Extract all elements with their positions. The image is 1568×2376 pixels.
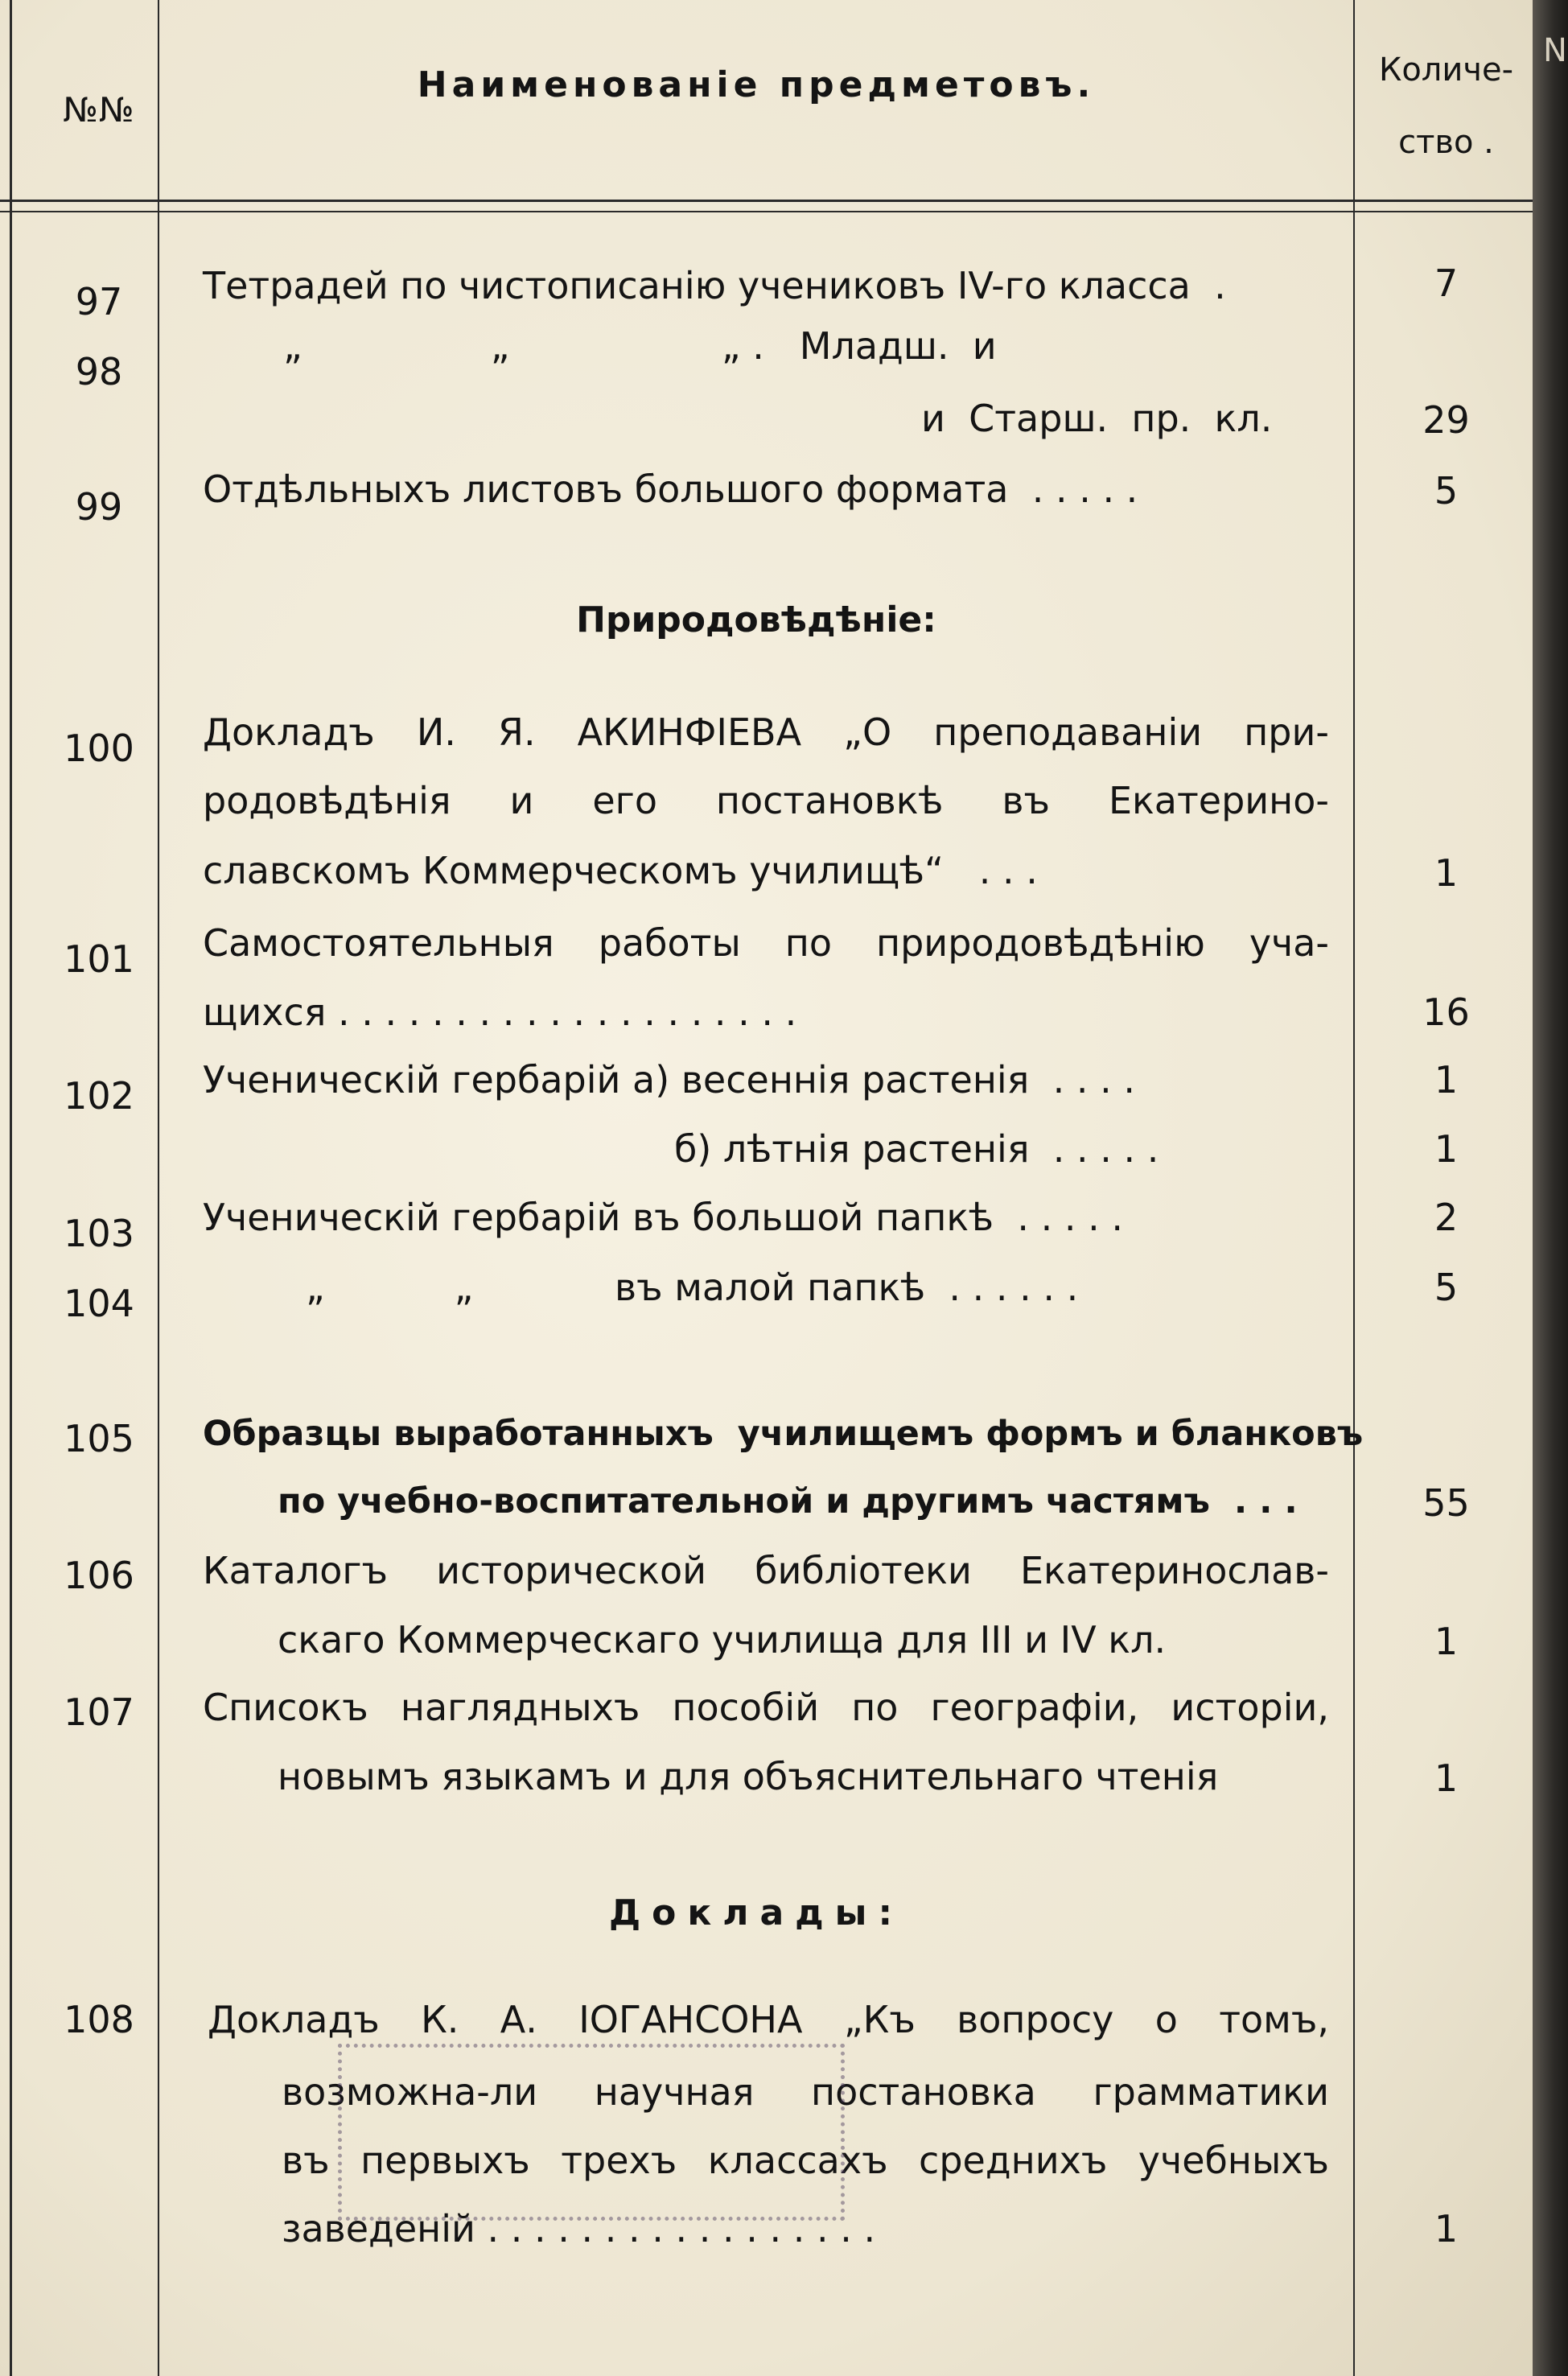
- section-heading: Природовѣдѣніе:: [576, 599, 936, 640]
- column-header-quantity: [1360, 34, 1533, 179]
- entry-number: 99: [75, 485, 123, 529]
- entry-text: скаго Коммерческаго училища для III и IV кл.: [278, 1618, 1167, 1662]
- entry-number: 104: [64, 1282, 134, 1325]
- book-binding: [1533, 0, 1568, 2376]
- entry-number: 98: [75, 350, 123, 393]
- entry-quantity: 7: [1434, 261, 1459, 305]
- entry-text: родовѣдѣнія и его постановкѣ въ Екатерино-: [203, 779, 1329, 822]
- qty-header-line1: Количе-: [1378, 51, 1514, 89]
- entry-text: „ „ въ малой папкѣ . . . . . .: [306, 1266, 1079, 1309]
- entry-number: 108: [64, 1998, 134, 2041]
- ink-stamp: [338, 2044, 845, 2221]
- entry-quantity: 5: [1434, 469, 1459, 513]
- entry-text: б) лѣтнія растенія . . . . .: [674, 1127, 1159, 1171]
- left-border: [10, 0, 12, 2376]
- entry-text: заведеній . . . . . . . . . . . . . . . . .: [282, 2207, 876, 2250]
- binding-mark: N: [1543, 32, 1567, 69]
- entry-quantity: 29: [1422, 398, 1470, 442]
- entry-text: Докладъ К. А. ІОГАНСОНА „Къ вопросу о томъ,: [208, 1998, 1329, 2041]
- entry-number: 103: [64, 1212, 134, 1255]
- entry-quantity: 1: [1434, 1127, 1459, 1171]
- entry-text: по учебно-воспитательной и другимъ частямъ . . .: [278, 1481, 1298, 1522]
- entry-text: возможна-ли научная постановка грамматики: [282, 2070, 1329, 2114]
- entry-text: новымъ языкамъ и для объяснительнаго чтенія: [278, 1755, 1219, 1798]
- entry-quantity: 16: [1422, 990, 1470, 1034]
- entry-quantity: 55: [1422, 1481, 1470, 1525]
- entry-text: щихся . . . . . . . . . . . . . . . . . . . .: [203, 990, 797, 1034]
- section-heading: Доклады:: [608, 1892, 904, 1933]
- entry-quantity: 5: [1434, 1266, 1459, 1309]
- header-rule-bottom: [0, 211, 1533, 212]
- entry-text: Самостоятельныя работы по природовѣдѣнію уча-: [203, 921, 1329, 965]
- entry-number: 97: [75, 280, 123, 323]
- header-rule-top: [0, 200, 1533, 202]
- entry-text: Ученическій гербарій въ большой папкѣ . . . . .: [203, 1196, 1123, 1239]
- entry-number: 106: [64, 1554, 134, 1597]
- entry-text: „ „ „ . Младш. и: [283, 324, 997, 368]
- entry-text: и Старш. пр. кл.: [921, 397, 1273, 440]
- entry-text: въ первыхъ трехъ классахъ среднихъ учебныхъ: [282, 2139, 1329, 2182]
- entry-number: 105: [64, 1417, 134, 1460]
- entry-text: Ученическій гербарій а) весеннія растенія . . . .: [203, 1058, 1135, 1102]
- entry-text: Образцы выработанныхъ училищемъ формъ и бланковъ: [203, 1414, 1364, 1454]
- entry-quantity: 1: [1434, 2207, 1459, 2250]
- qty-header-line2: ство .: [1398, 124, 1494, 161]
- entry-quantity: 2: [1434, 1196, 1459, 1239]
- entry-quantity: 1: [1434, 1058, 1459, 1102]
- entry-text: Списокъ наглядныхъ пособій по географіи, исторіи,: [203, 1686, 1329, 1729]
- entry-quantity: 1: [1434, 851, 1459, 895]
- qty-column-rule: [1353, 0, 1355, 2376]
- column-header-name: Наименованіе предметовъ.: [417, 64, 1096, 105]
- entry-number: 102: [64, 1074, 134, 1118]
- entry-quantity: 1: [1434, 1620, 1459, 1663]
- entry-text: Докладъ И. Я. АКИНФІЕВА „О преподаваніи при-: [203, 710, 1329, 754]
- entry-number: 101: [64, 937, 134, 981]
- entry-text: Каталогъ исторической библіотеки Екатеринослав-: [203, 1549, 1329, 1592]
- entry-quantity: 1: [1434, 1756, 1459, 1800]
- entry-number: 100: [64, 727, 134, 770]
- entry-text: Тетрадей по чистописанію учениковъ IV-го класса .: [203, 264, 1226, 307]
- entry-text: Отдѣльныхъ листовъ большого формата . . . . .: [203, 467, 1138, 511]
- entry-number: 107: [64, 1690, 134, 1734]
- column-header-number: №№: [63, 90, 135, 130]
- entry-text: славскомъ Коммерческомъ училищѣ“ . . .: [203, 849, 1038, 892]
